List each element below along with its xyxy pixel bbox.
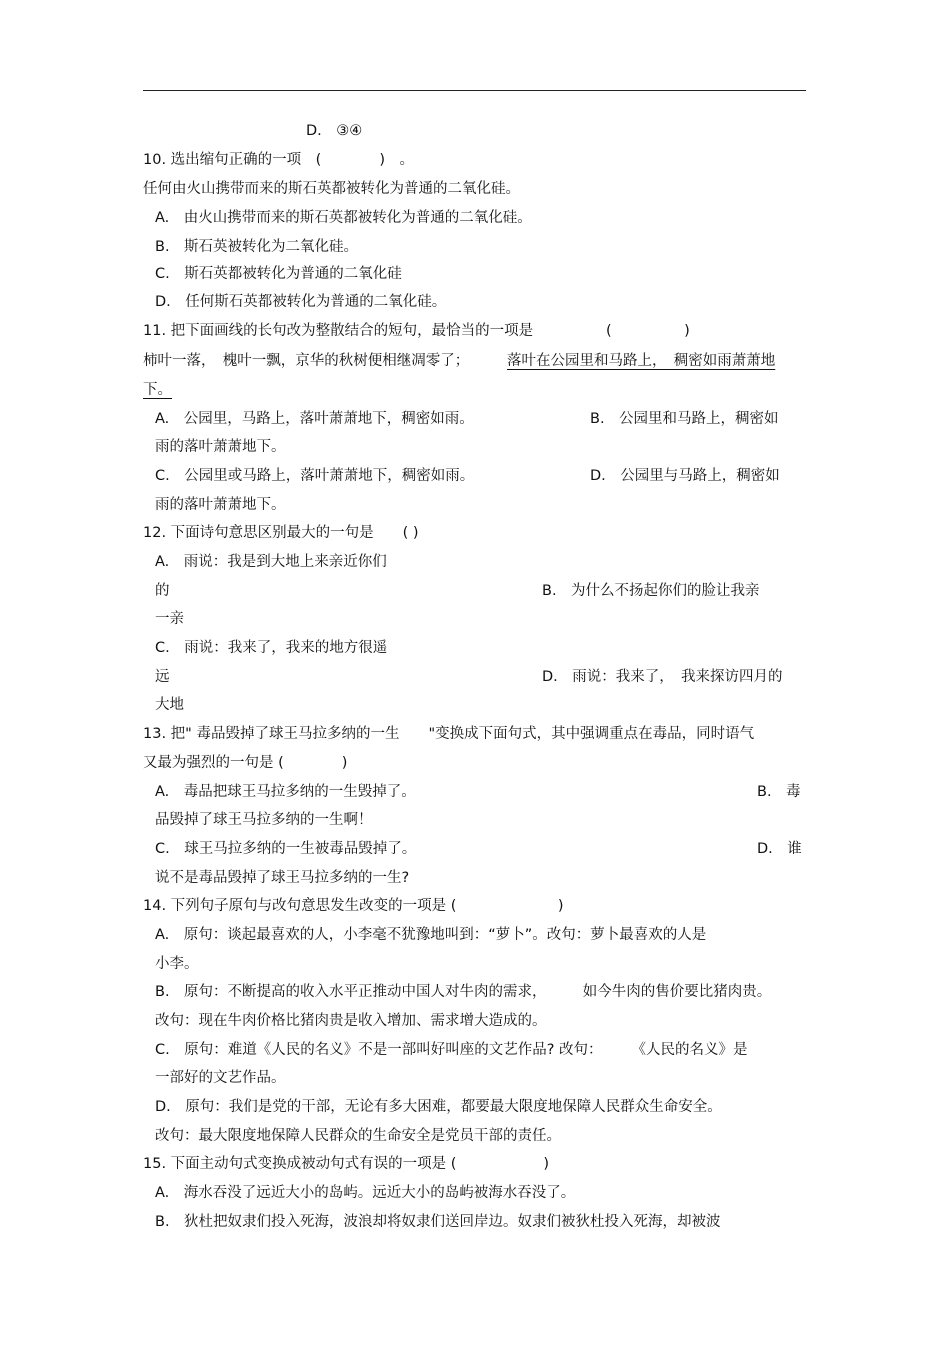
q10-stem: 10. 选出缩句正确的一项 ( ) 。 — [143, 152, 414, 168]
q13-option-b-line1: B. 毒 — [757, 784, 801, 800]
q11-stem: 11. 把下面画线的长句改为整散结合的短句，最恰当的一项是 — [143, 323, 534, 339]
q11-sentence-part1: 柿叶一落， 槐叶一飘，京华的秋树便相继凋零了； — [143, 353, 470, 369]
q13-option-d-line1: D. 谁 — [757, 841, 802, 857]
q12-option-a-line1: A. 雨说：我是到大地上来亲近你们 — [155, 554, 387, 570]
q11-paren: ( ) — [606, 323, 690, 339]
q11-option-b-line1: B. 公园里和马路上，稠密如 — [590, 411, 779, 427]
q11-underlined-part2: 下。 — [143, 382, 172, 398]
header-rule — [143, 90, 806, 91]
q14-option-a-line2: 小李。 — [155, 956, 199, 972]
q13-stem-line1: 13. 把" 毒品毁掉了球王马拉多纳的一生 "变换成下面句式，其中强调重点在毒品，同时语气 — [143, 726, 755, 742]
q11-option-d-line1: D. 公园里与马路上，稠密如 — [590, 468, 780, 484]
q12-option-c-line2: 远 — [155, 669, 170, 685]
q12-option-c-line3: 大地 — [155, 697, 184, 713]
q10-option-a: A. 由火山携带而来的斯石英都被转化为普通的二氧化硅。 — [155, 210, 532, 226]
q11-option-d-line2: 雨的落叶萧萧地下。 — [155, 497, 286, 513]
q13-stem-line2: 又最为强烈的一句是 ( ) — [143, 755, 348, 771]
q14-option-b-line2: 改句：现在牛肉价格比猪肉贵是收入增加、需求增大造成的。 — [155, 1013, 547, 1029]
q10-option-c: C. 斯石英都被转化为普通的二氧化硅 — [155, 266, 402, 282]
q14-option-d-line2: 改句：最大限度地保障人民群众的生命安全是党员干部的责任。 — [155, 1128, 561, 1144]
q11-option-a: A. 公园里，马路上，落叶萧萧地下，稠密如雨。 — [155, 411, 474, 427]
q13-option-d-line2: 说不是毒品毁掉了球王马拉多纳的一生? — [155, 870, 410, 886]
q15-stem: 15. 下面主动句式变换成被动句式有误的一项是 ( ) — [143, 1156, 550, 1172]
q12-option-b: B. 为什么不扬起你们的脸让我亲 — [542, 583, 760, 599]
q14-stem: 14. 下列句子原句与改句意思发生改变的一项是 ( ) — [143, 898, 564, 914]
q10-option-b: B. 斯石英被转化为二氧化硅。 — [155, 239, 359, 255]
q14-option-d-line1: D. 原句：我们是党的干部，无论有多大困难，都要最大限度地保障人民群众生命安全。 — [155, 1099, 722, 1115]
q11-underlined-part1: 落叶在公园里和马路上， 稠密如雨萧萧地 — [507, 353, 776, 369]
q12-option-d: D. 雨说：我来了， 我来探访四月的 — [542, 669, 783, 685]
q12-option-a-line2: 的 — [155, 583, 170, 599]
q14-option-b-line1: B. 原句：不断提高的收入水平正推动中国人对牛肉的需求， 如今牛肉的售价要比猪肉贵。 — [155, 984, 772, 1000]
q10-option-d: D. 任何斯石英都被转化为普通的二氧化硅。 — [155, 294, 447, 310]
q13-option-b-line2: 品毁掉了球王马拉多纳的一生啊！ — [155, 812, 373, 828]
q13-option-a: A. 毒品把球王马拉多纳的一生毁掉了。 — [155, 784, 416, 800]
prev-option-d: D. ③④ — [306, 123, 363, 139]
q12-option-c-line1: C. 雨说：我来了，我来的地方很遥 — [155, 640, 388, 656]
q13-option-c: C. 球王马拉多纳的一生被毒品毁掉了。 — [155, 841, 417, 857]
q11-option-b-line2: 雨的落叶萧萧地下。 — [155, 439, 286, 455]
q12-stem: 12. 下面诗句意思区别最大的一句是 ( ) — [143, 525, 419, 541]
q14-option-a-line1: A. 原句：谈起最喜欢的人，小李毫不犹豫地叫到：“萝卜”。改句：萝卜最喜欢的人是 — [155, 927, 707, 943]
q11-option-c: C. 公园里或马路上，落叶萧萧地下，稠密如雨。 — [155, 468, 475, 484]
q15-option-b: B. 狄杜把奴隶们投入死海，波浪却将奴隶们送回岸边。奴隶们被狄杜投入死海，却被波 — [155, 1214, 721, 1230]
q15-option-a: A. 海水吞没了远近大小的岛屿。远近大小的岛屿被海水吞没了。 — [155, 1185, 576, 1201]
q10-sentence: 任何由火山携带而来的斯石英都被转化为普通的二氧化硅。 — [143, 181, 520, 197]
q12-option-a-line3: 一亲 — [155, 611, 184, 627]
q14-option-c-line2: 一部好的文艺作品。 — [155, 1070, 286, 1086]
q14-option-c-line1: C. 原句：难道《人民的名义》不是一部叫好叫座的文艺作品? 改句： 《人民的名义》是 — [155, 1042, 748, 1058]
